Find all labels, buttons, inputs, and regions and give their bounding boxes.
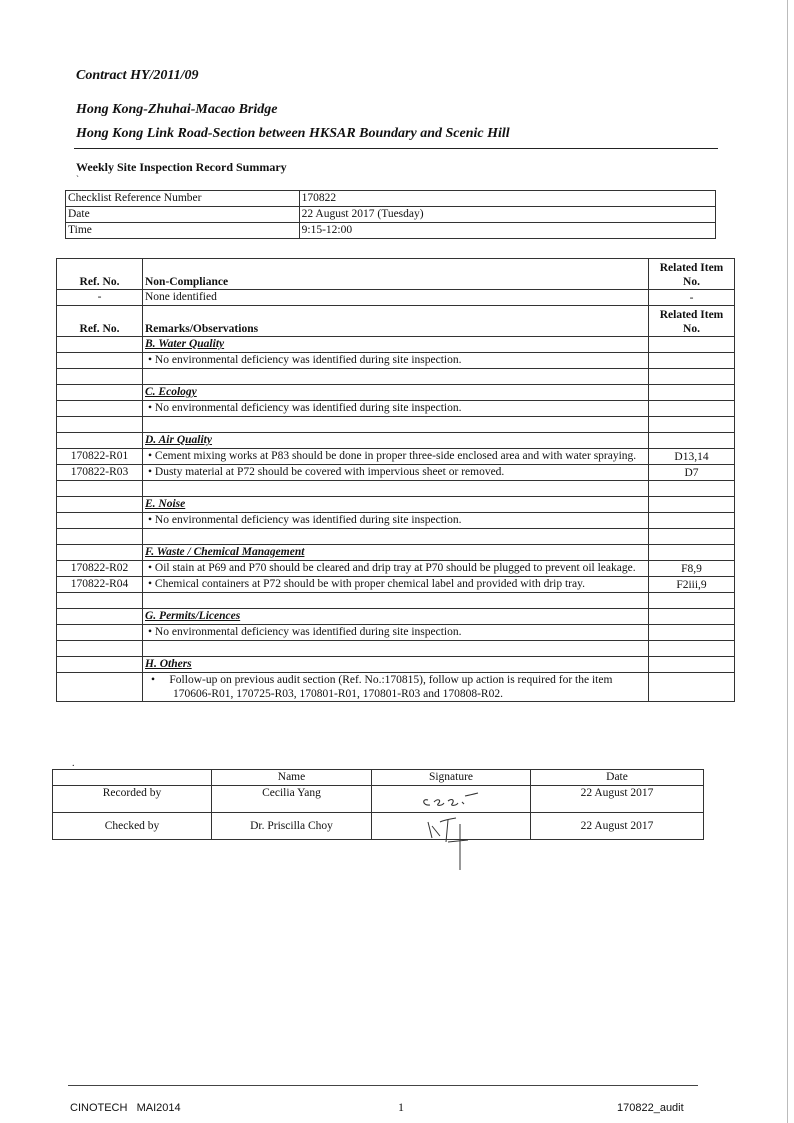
- noncompliance-header-row: [57, 259, 735, 290]
- remark-row: [57, 465, 735, 481]
- bullet: •: [148, 562, 153, 574]
- remark-text: Cement mixing works at P83 should be done in proper three-side enclosed area and with water spraying.: [154, 450, 637, 462]
- document-title: Weekly Site Inspection Record Summary: [76, 160, 287, 174]
- related-item-header: Related Item No.: [649, 306, 735, 337]
- ref-header: Ref. No.: [57, 259, 143, 290]
- ref-cell: 170822-R03: [57, 465, 143, 481]
- date-header: Date: [531, 770, 704, 786]
- footer-company: CINOTECH MAI2014: [70, 1102, 181, 1114]
- desc-cell: None identified: [143, 290, 649, 306]
- noncompliance-row: [57, 290, 735, 306]
- remark-text: No environmental deficiency was identified during site inspection.: [154, 514, 462, 526]
- remark-row: [57, 353, 735, 369]
- remark-text: No environmental deficiency was identified during site inspection.: [154, 402, 462, 414]
- date-cell: 22 August 2017: [531, 786, 704, 813]
- signoff-row-recorded: [53, 786, 704, 813]
- bullet: •: [148, 514, 153, 526]
- remark-row: [57, 401, 735, 417]
- blank-row: [57, 641, 735, 657]
- remark-row: [57, 449, 735, 465]
- info-label: Date: [66, 207, 300, 223]
- bullet: •: [148, 354, 153, 366]
- remark-row: [57, 625, 735, 641]
- remark-text: Dusty material at P72 should be covered with impervious sheet or removed.: [154, 466, 505, 478]
- bullet: •: [148, 402, 153, 414]
- section-others: H. Others: [143, 657, 649, 673]
- section-title-row: [57, 385, 735, 401]
- info-row-time: [66, 223, 716, 239]
- remark-text: No environmental deficiency was identified during site inspection.: [154, 354, 462, 366]
- section-title: Hong Kong Link Road-Section between HKSAR Boundary and Scenic Hill: [76, 126, 510, 141]
- footer-divider: [68, 1085, 698, 1086]
- header-divider: [74, 148, 718, 149]
- recorded-by-signature: [418, 786, 488, 810]
- remarks-header: Remarks/Observations: [143, 306, 649, 337]
- section-air-quality: D. Air Quality: [143, 433, 649, 449]
- ref-header: Ref. No.: [57, 306, 143, 337]
- footer-file-ref: 170822_audit: [617, 1102, 684, 1114]
- stray-dot: .: [72, 758, 75, 769]
- info-value: 22 August 2017 (Tuesday): [299, 207, 715, 223]
- remark-text: No environmental deficiency was identified during site inspection.: [154, 626, 462, 638]
- noncompliance-header: Non-Compliance: [143, 259, 649, 290]
- bullet: •: [148, 450, 153, 462]
- info-label: Time: [66, 223, 300, 239]
- blank-row: [57, 417, 735, 433]
- section-permits-licences: G. Permits/Licences: [143, 609, 649, 625]
- remark-row: [57, 577, 735, 593]
- scan-edge: [787, 0, 788, 1123]
- info-row-reference: [66, 191, 716, 207]
- remark-text: Oil stain at P69 and P70 should be cleared and drip tray at P70 should be plugged to prevent oil leakage.: [154, 562, 636, 574]
- info-label: Checklist Reference Number: [66, 191, 300, 207]
- item-cell: -: [649, 290, 735, 306]
- item-cell: F8,9: [649, 561, 735, 577]
- name-cell: Dr. Priscilla Choy: [212, 813, 372, 840]
- item-cell: D7: [649, 465, 735, 481]
- ref-cell: 170822-R04: [57, 577, 143, 593]
- ref-cell: 170822-R01: [57, 449, 143, 465]
- signoff-table: [52, 769, 704, 840]
- remark-text: Follow-up on previous audit section (Ref. No.:170815), follow up action is required for the item 170606-R01, 170725-R03, 170801-R01, 170801-R03 and 170808-R02.: [169, 674, 613, 700]
- related-item-header: Related Item No.: [649, 259, 735, 290]
- stray-mark: `: [76, 174, 79, 184]
- section-waste-chemical: F. Waste / Chemical Management: [143, 545, 649, 561]
- section-ecology: C. Ecology: [143, 385, 649, 401]
- blank-row: [57, 369, 735, 385]
- signature-header: Signature: [372, 770, 531, 786]
- remark-row: [57, 513, 735, 529]
- section-title-row: [57, 657, 735, 673]
- info-value: 9:15-12:00: [299, 223, 715, 239]
- inspection-info-table: [65, 190, 716, 239]
- section-title-row: [57, 609, 735, 625]
- bullet: •: [148, 466, 153, 478]
- role-cell: Recorded by: [53, 786, 212, 813]
- blank-row: [57, 593, 735, 609]
- info-value: 170822: [299, 191, 715, 207]
- remark-row: [57, 561, 735, 577]
- signoff-header-row: [53, 770, 704, 786]
- section-noise: E. Noise: [143, 497, 649, 513]
- section-title-row: [57, 497, 735, 513]
- ref-cell: 170822-R02: [57, 561, 143, 577]
- info-row-date: [66, 207, 716, 223]
- section-title-row: [57, 433, 735, 449]
- page-number: 1: [398, 1100, 404, 1114]
- bullet: •: [148, 626, 153, 638]
- remarks-header-row: [57, 306, 735, 337]
- contract-number: Contract HY/2011/09: [76, 68, 199, 83]
- section-title-row: [57, 337, 735, 353]
- item-cell: F2iii,9: [649, 577, 735, 593]
- checked-by-signature: [422, 814, 492, 874]
- blank-row: [57, 481, 735, 497]
- item-cell: D13,14: [649, 449, 735, 465]
- name-cell: Cecilia Yang: [212, 786, 372, 813]
- blank-row: [57, 529, 735, 545]
- section-title-row: [57, 545, 735, 561]
- remark-text: Chemical containers at P72 should be with proper chemical label and provided with drip tray.: [154, 578, 585, 590]
- name-header: Name: [212, 770, 372, 786]
- inspection-findings-table: [56, 258, 735, 702]
- remark-row: [57, 673, 735, 702]
- date-cell: 22 August 2017: [531, 813, 704, 840]
- bullet: •: [151, 674, 156, 686]
- signoff-row-checked: [53, 813, 704, 840]
- section-water-quality: B. Water Quality: [143, 337, 649, 353]
- ref-cell: -: [57, 290, 143, 306]
- bullet: •: [148, 578, 153, 590]
- project-title: Hong Kong-Zhuhai-Macao Bridge: [76, 102, 278, 117]
- role-cell: Checked by: [53, 813, 212, 840]
